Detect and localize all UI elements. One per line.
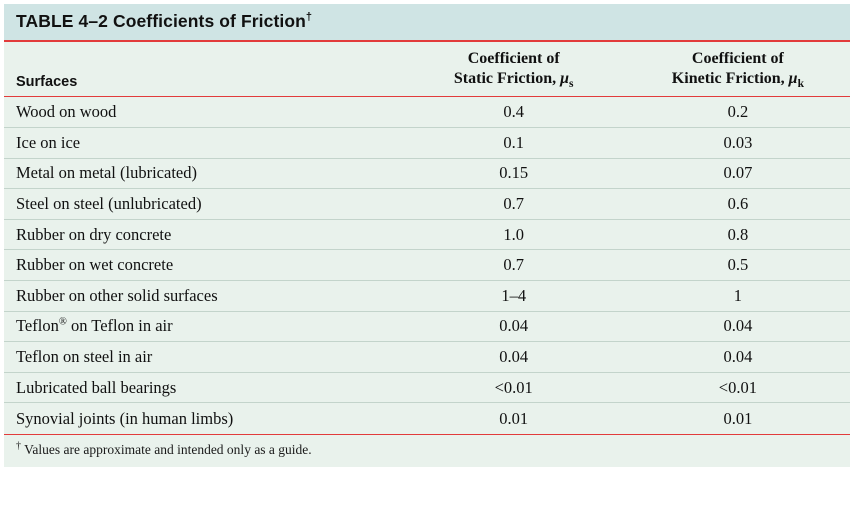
header-kinetic-line2 [626, 69, 850, 92]
header-label-kinetic [626, 49, 850, 92]
cell-surface: Synovial joints (in human limbs) [16, 408, 234, 428]
cell-kinetic-coefficient: 0.04 [723, 346, 753, 366]
cell-surface: Rubber on wet concrete [16, 255, 174, 275]
cell-surface: Teflon on steel in air [16, 346, 153, 366]
cell-surface: Lubricated ball bearings [16, 377, 177, 397]
table-title-dagger: † [305, 11, 313, 23]
mu-symbol-kinetic: μ [788, 69, 798, 87]
footnote-text: Values are approximate and intended only as a guide. [24, 442, 312, 458]
friction-table [4, 4, 850, 467]
cell-kinetic-coefficient: 0.03 [723, 132, 753, 152]
header-cell-surfaces [4, 73, 402, 91]
cell-static-coefficient: 0.04 [499, 316, 529, 336]
table-row [4, 373, 850, 404]
cell-static-coefficient: 0.7 [503, 255, 525, 275]
cell-static-coefficient: 0.01 [499, 408, 529, 428]
table-row [4, 189, 850, 220]
cell-kinetic-coefficient: <0.01 [718, 377, 757, 397]
cell-surface: Steel on steel (unlubricated) [16, 193, 202, 213]
table-row [4, 342, 850, 373]
cell-static-coefficient: <0.01 [494, 377, 533, 397]
cell-static-coefficient: 0.04 [499, 346, 529, 366]
cell-kinetic-coefficient: 0.6 [727, 193, 749, 213]
mu-symbol-static: μ [560, 69, 570, 87]
table-row [4, 312, 850, 343]
cell-kinetic-coefficient: 0.5 [727, 255, 749, 275]
header-kinetic-line2-text: Kinetic Friction, [671, 69, 789, 87]
cell-surface-text: Teflon [16, 316, 59, 336]
cell-kinetic-coefficient: 0.01 [723, 408, 753, 428]
cell-surface-text-after: on Teflon in air [66, 316, 173, 336]
table-row [4, 281, 850, 312]
table-row [4, 220, 850, 251]
table-row [4, 403, 850, 434]
cell-static-coefficient: 1.0 [503, 224, 525, 244]
table-title [16, 11, 312, 31]
table-footnote [16, 442, 312, 457]
cell-static-coefficient: 1–4 [501, 285, 527, 305]
cell-kinetic-coefficient: 1 [733, 285, 743, 305]
mu-subscript-static: s [569, 78, 574, 91]
header-label-surfaces: Surfaces [16, 74, 78, 91]
table-header-row [4, 42, 850, 98]
table-row [4, 128, 850, 159]
header-static-line2-text: Static Friction, [453, 69, 561, 87]
footnote-dagger-marker: † [16, 440, 21, 452]
header-cell-kinetic-friction [626, 49, 850, 92]
cell-static-coefficient: 0.4 [503, 102, 525, 122]
header-cell-static-friction [402, 49, 626, 92]
cell-surface: Ice on ice [16, 132, 81, 152]
cell-static-coefficient: 0.7 [503, 193, 525, 213]
cell-kinetic-coefficient: 0.04 [723, 316, 753, 336]
cell-surface: Wood on wood [16, 102, 117, 122]
header-static-line2 [402, 69, 626, 92]
cell-kinetic-coefficient: 0.2 [727, 102, 749, 122]
cell-kinetic-coefficient: 0.8 [727, 224, 749, 244]
table-title-text: TABLE 4–2 Coefficients of Friction [16, 10, 306, 31]
cell-static-coefficient: 0.15 [499, 163, 529, 183]
header-label-static [402, 49, 626, 92]
table-row [4, 97, 850, 128]
cell-surface: Rubber on dry concrete [16, 224, 172, 244]
header-kinetic-line1: Coefficient of [691, 49, 784, 67]
cell-surface: Metal on metal (lubricated) [16, 163, 197, 183]
cell-surface: Rubber on other solid surfaces [16, 285, 218, 305]
cell-kinetic-coefficient: 0.07 [723, 163, 753, 183]
cell-static-coefficient: 0.1 [503, 132, 525, 152]
table-footnote-band [4, 434, 850, 468]
header-static-line1: Coefficient of [467, 49, 560, 67]
table-title-band [4, 4, 850, 42]
mu-subscript-kinetic: k [797, 78, 804, 91]
registered-trademark-icon: ® [58, 316, 67, 328]
table-body [4, 97, 850, 434]
table-row [4, 250, 850, 281]
table-row [4, 159, 850, 190]
cell-surface [4, 316, 402, 336]
